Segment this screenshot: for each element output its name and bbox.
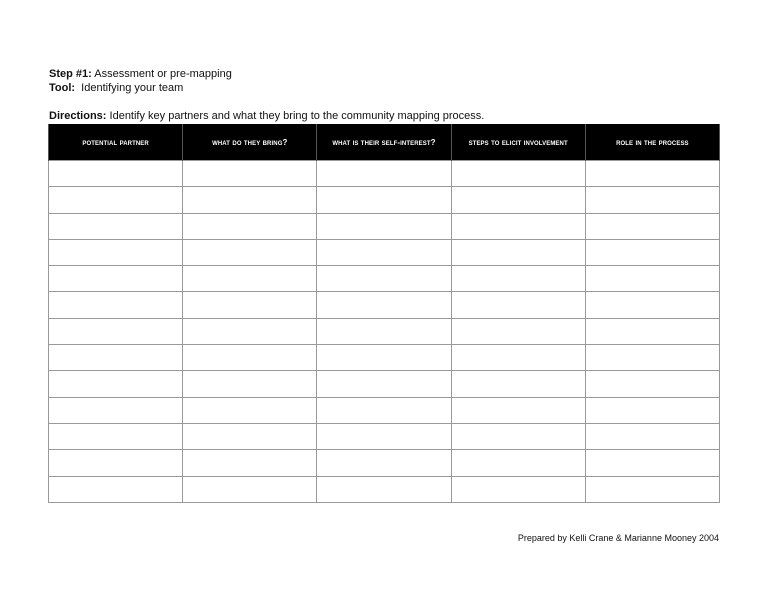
table-cell[interactable] [317,371,451,397]
table-cell[interactable] [49,397,183,423]
directions-label: Directions: [49,110,107,122]
table-cell[interactable] [317,292,451,318]
table-cell[interactable] [585,371,719,397]
table-cell[interactable] [49,371,183,397]
table-cell[interactable] [317,345,451,371]
table-body [49,161,720,503]
tool-label: Tool: [49,82,76,94]
table-row [49,318,720,344]
table-row [49,476,720,502]
table-cell[interactable] [585,450,719,476]
step-line [49,68,232,81]
table-cell[interactable] [317,450,451,476]
table-cell[interactable] [585,266,719,292]
table-cell[interactable] [49,161,183,187]
column-header-role: role in the process [585,124,719,161]
table-row [49,213,720,239]
table-cell[interactable] [49,292,183,318]
table-cell[interactable] [49,345,183,371]
table-cell[interactable] [451,213,585,239]
table-cell[interactable] [451,187,585,213]
tool-value: Identifying your team [75,82,184,94]
table-cell[interactable] [49,450,183,476]
table-cell[interactable] [183,423,317,449]
table-cell[interactable] [585,423,719,449]
column-header-what-they-bring: what do they bring? [183,124,317,161]
table-cell[interactable] [183,371,317,397]
directions-value: Identify key partners and what they bring to the community mapping process. [106,110,485,122]
table-cell[interactable] [585,345,719,371]
table-cell[interactable] [585,239,719,265]
table-cell[interactable] [451,318,585,344]
column-header-potential-partner: potential partner [49,124,183,161]
table-cell[interactable] [317,423,451,449]
table-row [49,397,720,423]
table-cell[interactable] [317,318,451,344]
table-cell[interactable] [317,187,451,213]
table-cell[interactable] [317,213,451,239]
table-cell[interactable] [49,239,183,265]
table-cell[interactable] [451,423,585,449]
directions-line [49,110,484,123]
table-cell[interactable] [317,397,451,423]
table-cell[interactable] [183,161,317,187]
table-cell[interactable] [183,318,317,344]
table-cell[interactable] [451,239,585,265]
table-cell[interactable] [49,266,183,292]
table-row [49,266,720,292]
table-cell[interactable] [451,345,585,371]
table-cell[interactable] [317,161,451,187]
table-cell[interactable] [183,476,317,502]
table-cell[interactable] [183,187,317,213]
table-cell[interactable] [183,239,317,265]
table-cell[interactable] [451,292,585,318]
table-cell[interactable] [183,266,317,292]
table-row [49,450,720,476]
step-label: Step #1: [49,68,92,80]
table-cell[interactable] [183,397,317,423]
table-row [49,161,720,187]
table-cell[interactable] [451,161,585,187]
table-cell[interactable] [585,318,719,344]
partner-table [48,124,720,503]
table-cell[interactable] [49,423,183,449]
table-row [49,187,720,213]
table-row [49,239,720,265]
step-value: Assessment or pre-mapping [91,68,232,80]
table-cell[interactable] [317,239,451,265]
table-cell[interactable] [183,450,317,476]
table-cell[interactable] [183,345,317,371]
table-cell[interactable] [585,292,719,318]
table-cell[interactable] [585,476,719,502]
tool-line [49,82,183,95]
table-cell[interactable] [585,187,719,213]
table-cell[interactable] [49,213,183,239]
table-cell[interactable] [317,476,451,502]
table-cell[interactable] [585,397,719,423]
table-cell[interactable] [317,266,451,292]
table-cell[interactable] [183,292,317,318]
table-cell[interactable] [451,371,585,397]
table-cell[interactable] [451,476,585,502]
table-cell[interactable] [183,213,317,239]
table-row [49,345,720,371]
table-cell[interactable] [451,266,585,292]
table-cell[interactable] [49,318,183,344]
column-header-steps-involvement: steps to elicit involvement [451,124,585,161]
table-row [49,292,720,318]
table-cell[interactable] [49,476,183,502]
table-cell[interactable] [451,450,585,476]
footer-credit: Prepared by Kelli Crane & Marianne Mooney 2004 [517,533,719,543]
table-cell[interactable] [585,213,719,239]
table-row [49,423,720,449]
table-header-row [49,124,720,161]
table-cell[interactable] [585,161,719,187]
table-cell[interactable] [49,187,183,213]
column-header-self-interest: what is their self-interest? [317,124,451,161]
table-cell[interactable] [451,397,585,423]
table-row [49,371,720,397]
